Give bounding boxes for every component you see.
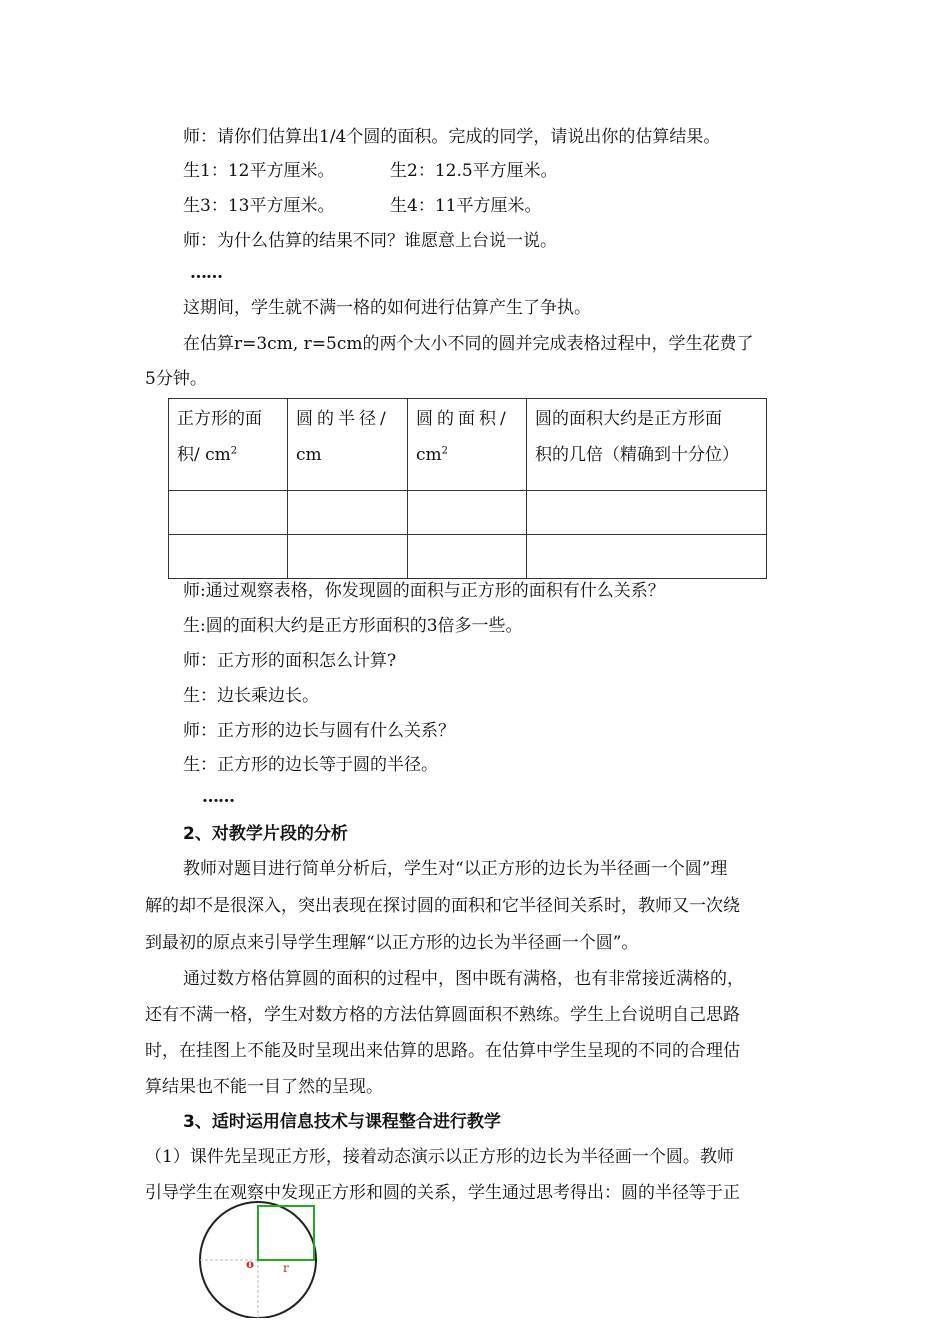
radius-label: r (283, 1261, 289, 1275)
student-1-answer: 生1：12平方厘米。 (183, 161, 335, 181)
section-2-para-1-line: 到最初的原点来引导学生理解“以正方形的边长为半径画一个圆”。 (145, 933, 639, 953)
teacher-line-2: 师：为什么估算的结果不同？谁愿意上台说一说。 (183, 231, 557, 251)
narration-line-2: 在估算r=3cm, r=5cm的两个大小不同的圆并完成表格过程中，学生花费了 (183, 334, 754, 354)
section-2-para-1-line: 解的却不是很深入，突出表现在探讨圆的面积和它半径间关系时，教师又一次绕 (145, 896, 740, 916)
student-4-answer: 生4：11平方厘米。 (390, 196, 542, 216)
narration-line-1: 这期间，学生就不满一格的如何进行估算产生了争执。 (183, 298, 591, 318)
estimation-table (168, 398, 767, 579)
section-2-para-2-line: 通过数方格估算圆的面积的过程中，图中既有满格，也有非常接近满格的， (183, 969, 744, 989)
header-ratio: 圆的面积大约是正方形面 积的几倍（精确到十分位） (527, 399, 767, 491)
section-3-heading: 3、适时运用信息技术与课程整合进行教学 (183, 1112, 501, 1132)
header-circle-area: 圆的面积/ $cm^2$ (408, 399, 527, 491)
center-label: o (246, 1257, 255, 1271)
header-square-area: 正方形的面 积/ $cm^2$ (169, 399, 288, 491)
section-2-para-2-line: 算结果也不能一目了然的呈现。 (145, 1077, 383, 1097)
section-2-heading: 2、对教学片段的分析 (183, 824, 348, 844)
ellipsis-2: …… (202, 787, 234, 807)
table-cell[interactable] (408, 491, 527, 535)
ellipsis-1: …… (190, 263, 222, 283)
table-cell[interactable] (527, 535, 767, 579)
student-3-answer: 生3：13平方厘米。 (183, 196, 335, 216)
student-answer-relation: 生:圆的面积大约是正方形面积的3倍多一些。 (183, 616, 523, 636)
section-2-para-1-line: 教师对题目进行简单分析后，学生对“以正方形的边长为半径画一个圆”理 (183, 859, 728, 879)
teacher-question-relation: 师:通过观察表格，你发现圆的面积与正方形的面积有什么关系？ (183, 581, 665, 601)
header-radius: 圆的半径/ cm (288, 399, 408, 491)
teacher-line-1: 师：请你们估算出1/4个圆的面积。完成的同学，请说出你的估算结果。 (183, 127, 721, 147)
table-row (169, 491, 767, 535)
narration-line-3: 5分钟。 (145, 369, 207, 389)
table-row (169, 535, 767, 579)
circle-square-figure (196, 1198, 326, 1318)
table-header-row (169, 399, 767, 491)
section-2-para-2-line: 时，在挂图上不能及时呈现出来估算的思路。在估算中学生呈现的不同的合理估 (145, 1041, 740, 1061)
table-cell[interactable] (169, 491, 288, 535)
section-3-para-1-line: 引导学生在观察中发现正方形和圆的关系，学生通过思考得出：圆的半径等于正 (145, 1183, 740, 1203)
student-2-answer: 生2：12.5平方厘米。 (390, 161, 558, 181)
table-cell[interactable] (527, 491, 767, 535)
table-cell[interactable] (288, 535, 408, 579)
student-answer-side: 生：正方形的边长等于圆的半径。 (183, 755, 438, 775)
teacher-question-square-area: 师：正方形的面积怎么计算? (183, 651, 397, 671)
table-cell[interactable] (169, 535, 288, 579)
section-2-para-2-line: 还有不满一格，学生对数方格的方法估算圆面积不熟练。学生上台说明自己思路 (145, 1005, 740, 1025)
section-3-para-1-line: （1）课件先呈现正方形，接着动态演示以正方形的边长为半径画一个圆。教师 (145, 1147, 734, 1167)
student-answer-square-area: 生：边长乘边长。 (183, 686, 319, 706)
table-cell[interactable] (408, 535, 527, 579)
square-shape (258, 1206, 314, 1260)
teacher-question-side: 师：正方形的边长与圆有什么关系？ (183, 721, 455, 741)
table-cell[interactable] (288, 491, 408, 535)
